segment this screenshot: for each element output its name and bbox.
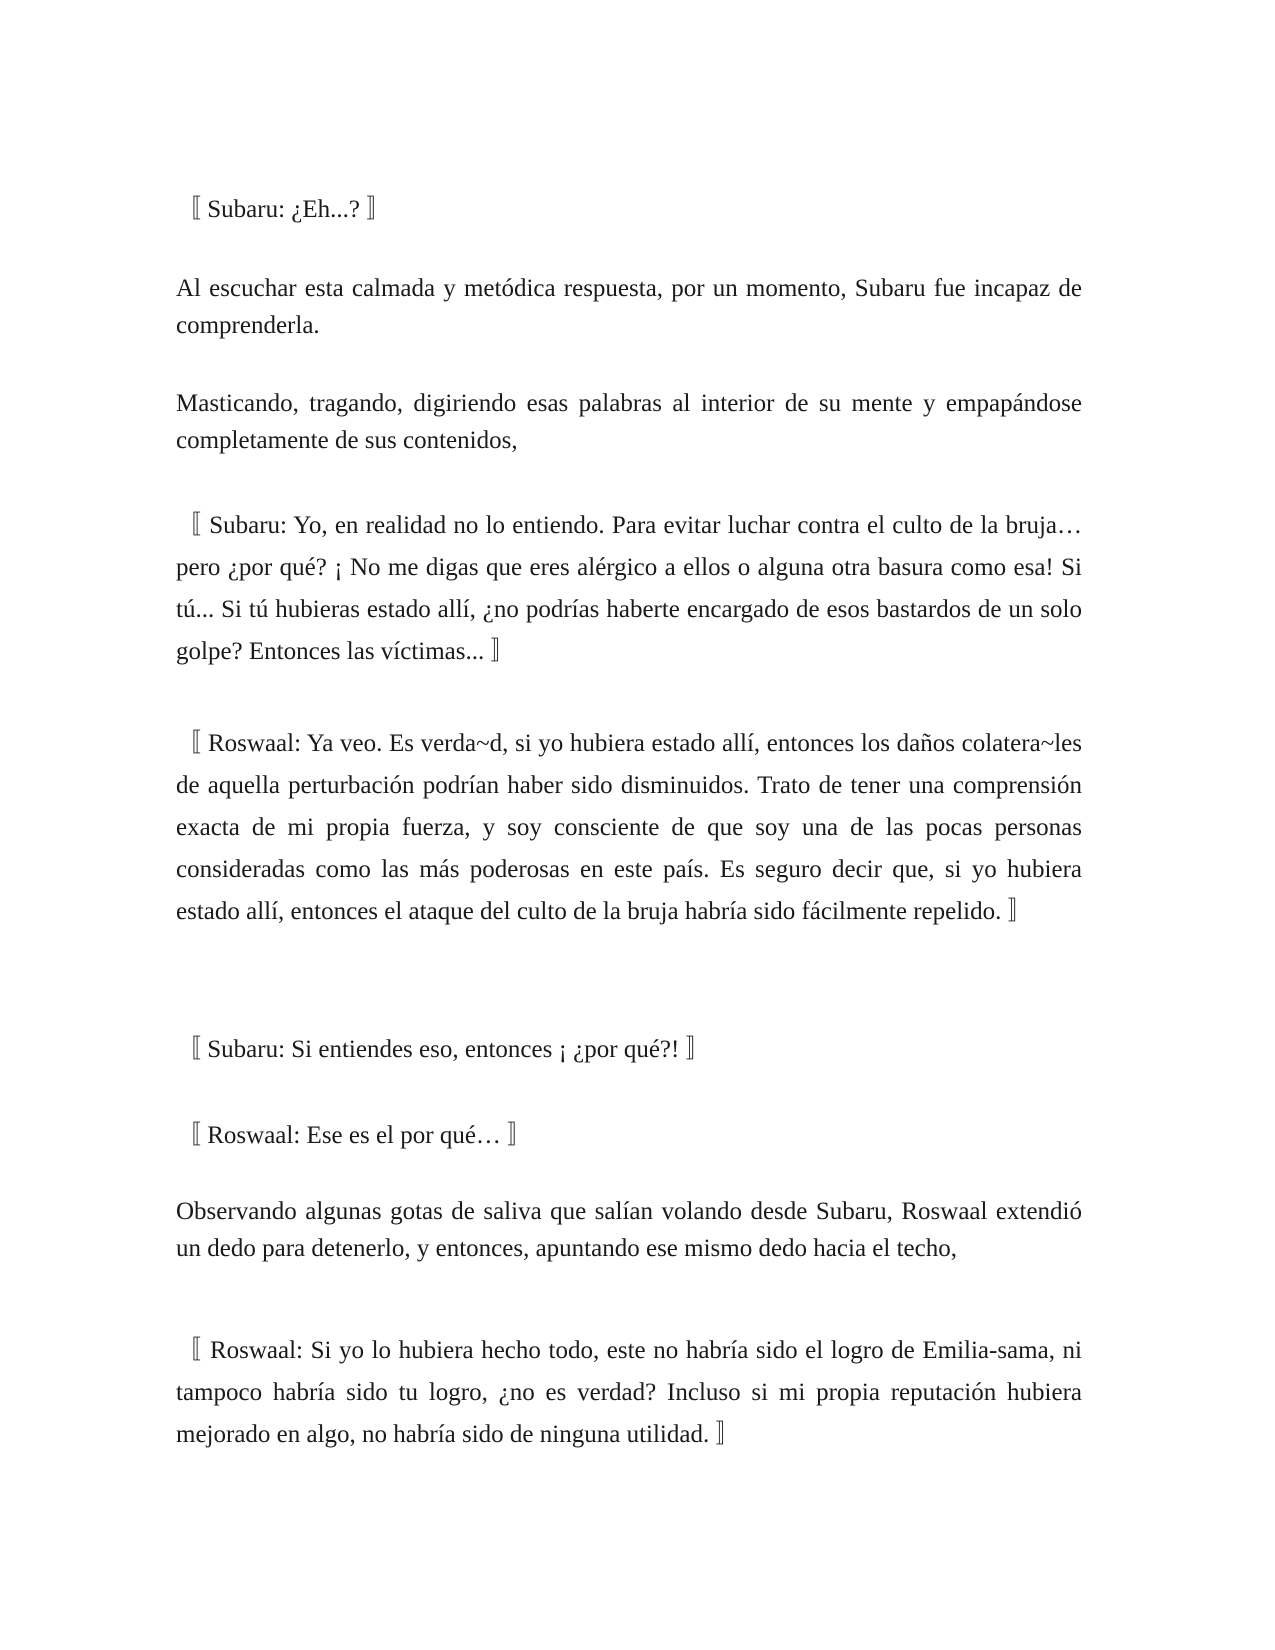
- narration-text: Observando algunas gotas de saliva que salían volando desde Subaru, Roswaal extendió un dedo para detenerlo, y entonces, apuntando ese mismo dedo hacia el techo,: [176, 1198, 1082, 1262]
- dialogue-paragraph: [176, 1115, 1082, 1157]
- narration-paragraph: [176, 270, 1082, 344]
- dialogue-text: 〚 Roswaal: Si yo lo hubiera hecho todo, este no habría sido el logro de Emilia-sama, ni tampoco habría sido tu logro, ¿no es verdad? Incluso si mi propia reputación hubiera mejorado en algo, no habría sido de ninguna utilidad. 〛: [176, 1337, 1089, 1448]
- dialogue-text: 〚 Subaru: Si entiendes eso, entonces ¡ ¿por qué?! 〛: [176, 1036, 711, 1063]
- narration-paragraph: [176, 385, 1082, 459]
- dialogue-text: 〚 Subaru: ¿Eh...? 〛: [176, 196, 392, 223]
- dialogue-paragraph: [176, 723, 1089, 933]
- dialogue-paragraph: [176, 505, 1089, 673]
- dialogue-paragraph: [176, 1330, 1089, 1456]
- dialogue-paragraph: [176, 1029, 1082, 1071]
- dialogue-paragraph: [176, 189, 1082, 231]
- dialogue-text: 〚 Roswaal: Ese es el por qué… 〛: [176, 1122, 533, 1149]
- narration-text: Masticando, tragando, digiriendo esas palabras al interior de su mente y empapándose completamente de sus contenidos,: [176, 390, 1082, 454]
- dialogue-text: 〚 Subaru: Yo, en realidad no lo entiendo. Para evitar luchar contra el culto de la bruja… pero ¿por qué? ¡ No me digas que eres alérgico a ellos o alguna otra basura como esa! Si tú... Si tú hubieras estado allí, ¿no podrías haberte encargado de esos bastardos de un solo golpe? Entonces las víctimas... 〛: [176, 512, 1089, 665]
- narration-text: Al escuchar esta calmada y metódica respuesta, por un momento, Subaru fue incapaz de comprenderla.: [176, 275, 1082, 339]
- narration-paragraph: [176, 1193, 1082, 1267]
- dialogue-text: 〚 Roswaal: Ya veo. Es verda~d, si yo hubiera estado allí, entonces los daños colatera~les de aquella perturbación podrían haber sido disminuidos. Trato de tener una comprensión exacta de mi propia fuerza, y soy consciente de que soy una de las pocas personas consideradas como las más poderosas en este país. Es seguro decir que, si yo hubiera estado allí, entonces el ataque del culto de la bruja habría sido fácilmente repelido. 〛: [176, 730, 1089, 925]
